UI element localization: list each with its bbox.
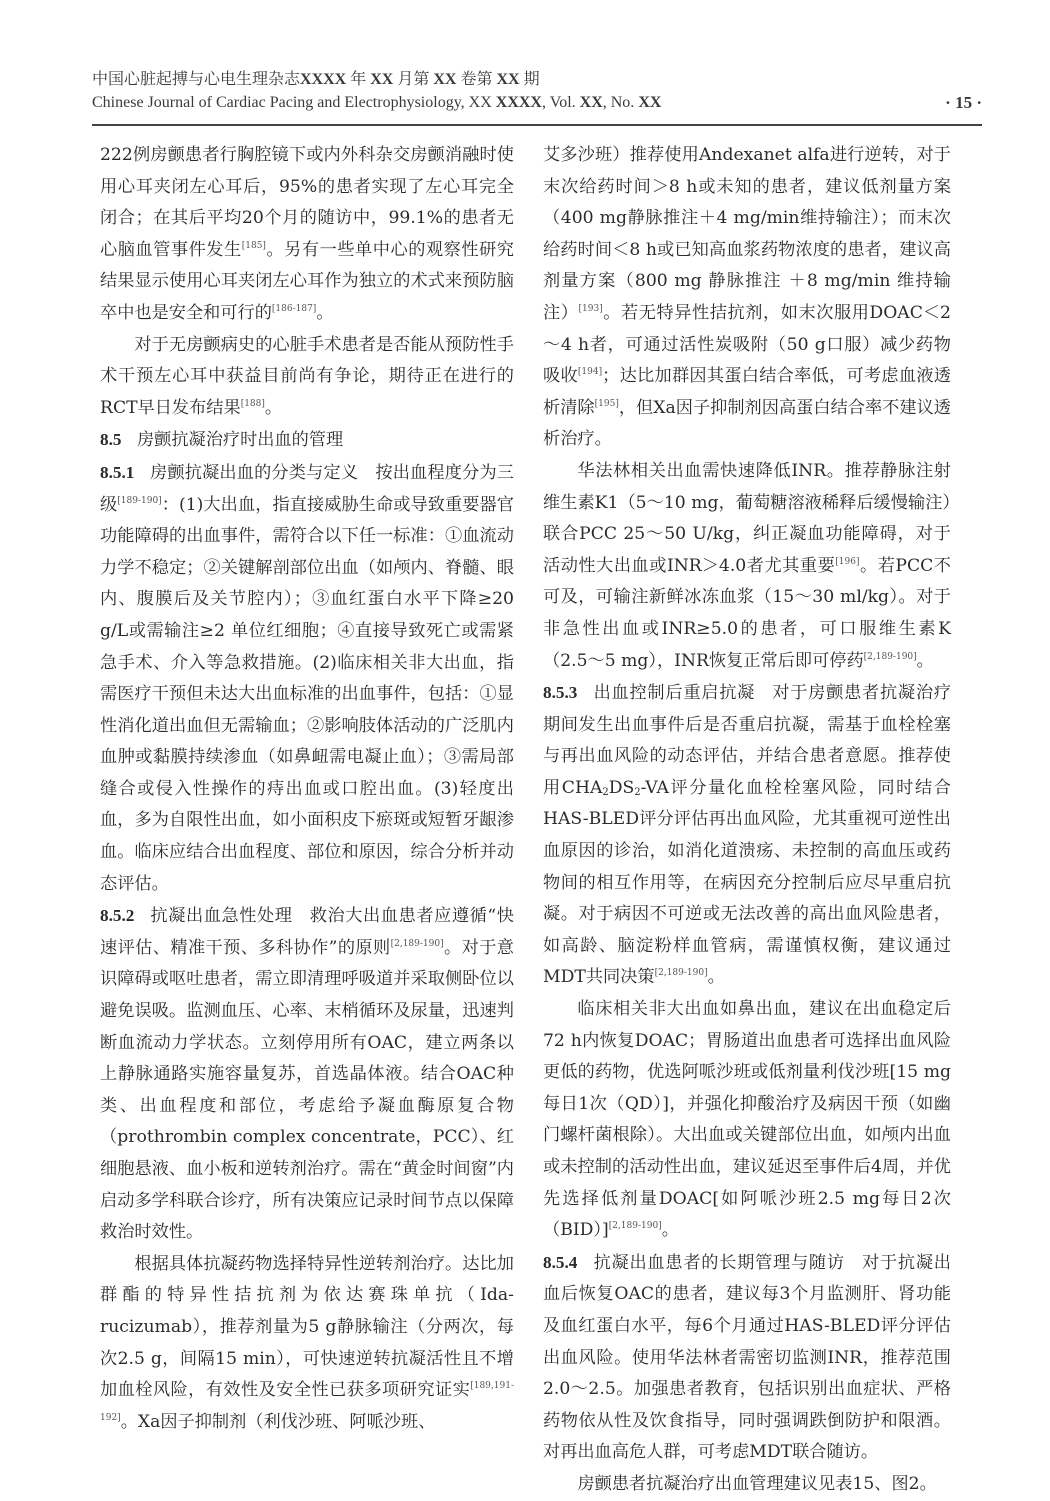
paragraph bbox=[100, 1249, 514, 1439]
section-title: 出血控制后重启抗凝 bbox=[592, 683, 756, 704]
running-header-cn bbox=[92, 70, 982, 90]
citation: [195] bbox=[594, 398, 619, 409]
journal-name-cn: 中国心脏起搏与心电生理杂志 bbox=[92, 71, 301, 88]
section-number: 8.5.2 bbox=[100, 906, 135, 926]
text: ；达比加群因其蛋白结合率低，可考虑血液透析清除 bbox=[543, 366, 951, 418]
text: 按出血程度分为三级 bbox=[100, 462, 514, 515]
subsection-8-5-2 bbox=[100, 900, 514, 1249]
header-volume-unit: 卷第 bbox=[460, 71, 493, 88]
section-heading-8-5 bbox=[100, 424, 514, 457]
section-number: 8.5.3 bbox=[543, 683, 578, 703]
text: 。对于意识障碍或呕吐患者，需立即清理呼吸道并采取侧卧位以避免误吸。监测血压、心率、末梢循环及尿量，迅速判断血流动力学状态。立刻停用所有OAC，建立两条以上静脉通路实施容量复苏，首选晶体液。结合OAC种类、出血程度和部位，考虑给予凝血酶原复合物（prothrombin complex concentrate，PCC）、红细胞悬液、血小板和逆转剂治疗。需在“黄金时间窗”内启动多学科联合诊疗，所有决策应记录时间节点以保障救治时效性。 bbox=[100, 937, 514, 1243]
text: 华法林相关出血需快速降低INR。推荐静脉注射维生素K1（5～10 mg，葡萄糖溶液稀释后缓慢输注）联合PCC 25～50 U/kg，纠正凝血功能障碍，对于活动性大出血或INR＞4.0者尤其重要 bbox=[543, 460, 951, 576]
text: 对于无房颤病史的心脏手术患者是否能从预防性手术干预左心耳中获益目前尚有争论，期待正在进行的RCT早日发布结果 bbox=[100, 334, 514, 418]
right-column bbox=[543, 140, 951, 1501]
paragraph bbox=[543, 456, 951, 677]
subsection-8-5-3 bbox=[543, 677, 951, 994]
text: 对于抗凝出血后恢复OAC的患者，建议每3个月监测肝、肾功能及血红蛋白水平，每6个月通过HAS-BLED评分评估出血风险。使用华法林者需密切监测INR，推荐范围2.0～2.5。加强患者教育，包括识别出血症状、严格药物依从性及饮食指导，同时强调跌倒防护和限酒。对再出血高危人群，可考虑MDT联合随访。 bbox=[543, 1252, 951, 1463]
citation: [194] bbox=[577, 367, 603, 378]
citation: [189,191-192] bbox=[100, 1381, 514, 1423]
text: 临床相关非大出血如鼻出血，建议在出血稳定后72 h内恢复DOAC；胃肠道出血患者可选择出血风险更低的药物，优选阿哌沙班或低剂量利伐沙班[15 mg每日1次（QD）]，并强化抑酸治疗及病因干预（如幽门螺杆菌根除）。大出血或关键部位出血，如颅内出血或未控制的活动性出血，建议延迟至事件后4周，并优先选择低剂量DOAC[如阿哌沙班2.5 mg每日2次（BID）] bbox=[543, 999, 951, 1241]
citation: [186-187] bbox=[271, 303, 317, 314]
text: 。 bbox=[707, 967, 725, 988]
section-number: 8.5 bbox=[100, 430, 122, 450]
header-year-unit: 年 bbox=[350, 71, 367, 88]
citation: [185] bbox=[241, 240, 266, 251]
section-number: 8.5.4 bbox=[543, 1252, 578, 1272]
text: -VA评分量化血栓栓塞风险，同时结合HAS-BLED评分评估再出血风险，尤其重视可逆性出血原因的诊治，如消化道溃疡、未控制的高血压或药物间的相互作用等，在病因充分控制后应尽早重启抗凝。对于病因不可逆或无法改善的高出血风险患者，如高龄、脑淀粉样血管病，需谨慎权衡，建议通过MDT共同决策 bbox=[543, 777, 951, 988]
citation: [188] bbox=[240, 398, 265, 409]
header-volume: XX bbox=[433, 71, 457, 88]
text: 。Ⅹa因子抑制剂（利伐沙班、阿哌沙班、 bbox=[120, 1411, 436, 1432]
text: 。若PCC不可及，可输注新鲜冰冻血浆（15～30 ml/kg）。对于非急性出血或INR≥5.0的患者，可口服维生素K（2.5～5 mg），INR恢复正常后即可停药 bbox=[543, 555, 951, 671]
text: DS bbox=[608, 777, 635, 798]
citation: [2,189-190] bbox=[390, 938, 444, 949]
text: 。 bbox=[661, 1220, 679, 1241]
section-title: 房颤抗凝出血的分类与定义 bbox=[149, 462, 359, 483]
text: 。另有一些单中心的观察性研究结果显示使用心耳夹闭左心耳作为独立的术式来预防脑卒中也是安全和可行的 bbox=[100, 239, 514, 323]
text: 。若无特异性拮抗剂，如末次服用DOAC＜2～4 h者，可通过活性炭吸附（50 g口服）减少药物吸收 bbox=[543, 302, 951, 387]
text: 根据具体抗凝药物选择特异性逆转剂治疗。达比加群酯的特异性拮抗剂为依达赛珠单抗（Ida-rucizumab），推荐剂量为5 g静脉输注（分两次，每次2.5 g，间隔15 min），可快速逆转抗凝活性且不增加血栓风险，有效性及安全性已获多项研究证实 bbox=[100, 1253, 514, 1401]
citation: [2,189-190] bbox=[608, 1221, 662, 1232]
journal-name-en: Chinese Journal of Cardiac Pacing and Electrophysiology, bbox=[92, 94, 465, 111]
text: 。 bbox=[916, 650, 934, 671]
section-title: 房颤抗凝治疗时出血的管理 bbox=[136, 430, 344, 451]
header-issue-unit: 期 bbox=[523, 71, 540, 88]
header-en-vol: XX bbox=[579, 94, 603, 111]
header-en-month: XX bbox=[468, 94, 492, 111]
page-number: · 15 · bbox=[945, 93, 982, 112]
text: ，但Xa因子抑制剂因高蛋白结合率不建议透析治疗。 bbox=[543, 397, 951, 450]
running-header-en bbox=[92, 93, 982, 113]
header-rule bbox=[92, 124, 982, 126]
text: 222例房颤患者行胸腔镜下或内外科杂交房颤消融时使用心耳夹闭左心耳后，95%的患者实现了左心耳完全闭合；在其后平均20个月的随访中，99.1%的患者无心脑血管事件发生 bbox=[100, 145, 514, 260]
text: 。 bbox=[316, 302, 334, 323]
section-number: 8.5.1 bbox=[100, 462, 135, 482]
subsection-8-5-4 bbox=[543, 1247, 951, 1469]
left-column bbox=[100, 140, 514, 1438]
text: 房颤患者抗凝治疗出血管理建议见表15、图2。 bbox=[577, 1473, 937, 1494]
citation: [2,189-190] bbox=[654, 968, 708, 979]
citation: [189-190] bbox=[117, 495, 162, 506]
paragraph bbox=[100, 140, 514, 330]
header-month: XX bbox=[370, 71, 394, 88]
header-year: XXXX bbox=[300, 71, 347, 88]
text: ：(1)大出血，指直接威胁生命或导致重要器官功能障碍的出血事件，需符合以下任一标准：①血流动力学不稳定；②关键解剖部位出血（如颅内、脊髓、眼内、腹膜后及关节腔内）；③血红蛋白水平下降≥20 g/L或需输注≥2 单位红细胞；④直接导致死亡或需紧急手术、介入等急救措施。(2)临床相关非大出血，指需医疗干预但未达大出血标准的出血事件，包括：①显性消化道出血但无需输血；②影响肢体活动的广泛肌内血肿或黏膜持续渗血（如鼻衄需电凝止血）；③需局部缝合或侵入性操作的痔出血或口腔出血。(3)轻度出血，多为自限性出血，如小面积皮下瘀斑或短暂牙龈渗血。临床应结合出血程度、部位和原因，综合分析并动态评估。 bbox=[100, 494, 514, 894]
paragraph bbox=[543, 994, 951, 1247]
text: 艾多沙班）推荐使用Andexanet alfa进行逆转，对于末次给药时间＞8 h或未知的患者，建议低剂量方案（400 mg静脉推注＋4 mg/min维持输注）；而末次给药时间＜8 h或已知高血浆药物浓度的患者，建议高剂量方案（800 mg 静脉推注 ＋8 mg/min 维持输注） bbox=[543, 145, 951, 323]
header-en-year: XXXX bbox=[495, 94, 542, 111]
header-en-no-label: , No. bbox=[602, 94, 635, 111]
header-issue: XX bbox=[496, 71, 520, 88]
header-en-no: XX bbox=[638, 94, 662, 111]
section-title: 抗凝出血急性处理 bbox=[149, 906, 293, 927]
paragraph bbox=[100, 330, 514, 425]
subsection-8-5-1 bbox=[100, 457, 514, 900]
header-en-vol-label: , Vol. bbox=[541, 94, 576, 111]
text: 。 bbox=[264, 397, 283, 418]
citation: [193] bbox=[578, 303, 603, 314]
subscript: 2 bbox=[602, 786, 609, 798]
header-month-unit: 月第 bbox=[397, 71, 430, 88]
citation: [196] bbox=[835, 556, 860, 567]
paragraph bbox=[543, 140, 951, 456]
subscript: 2 bbox=[634, 786, 641, 798]
text: 救治大出血患者应遵循“快速评估、精准干预、多科协作”的原则 bbox=[100, 906, 514, 958]
section-title: 抗凝出血患者的长期管理与随访 bbox=[592, 1252, 845, 1273]
citation: [2,189-190] bbox=[863, 651, 917, 662]
text: 对于房颤患者抗凝治疗期间发生出血事件后是否重启抗凝，需基于血栓栓塞与再出血风险的动态评估，并结合患者意愿。推荐使用CHA bbox=[543, 683, 951, 798]
